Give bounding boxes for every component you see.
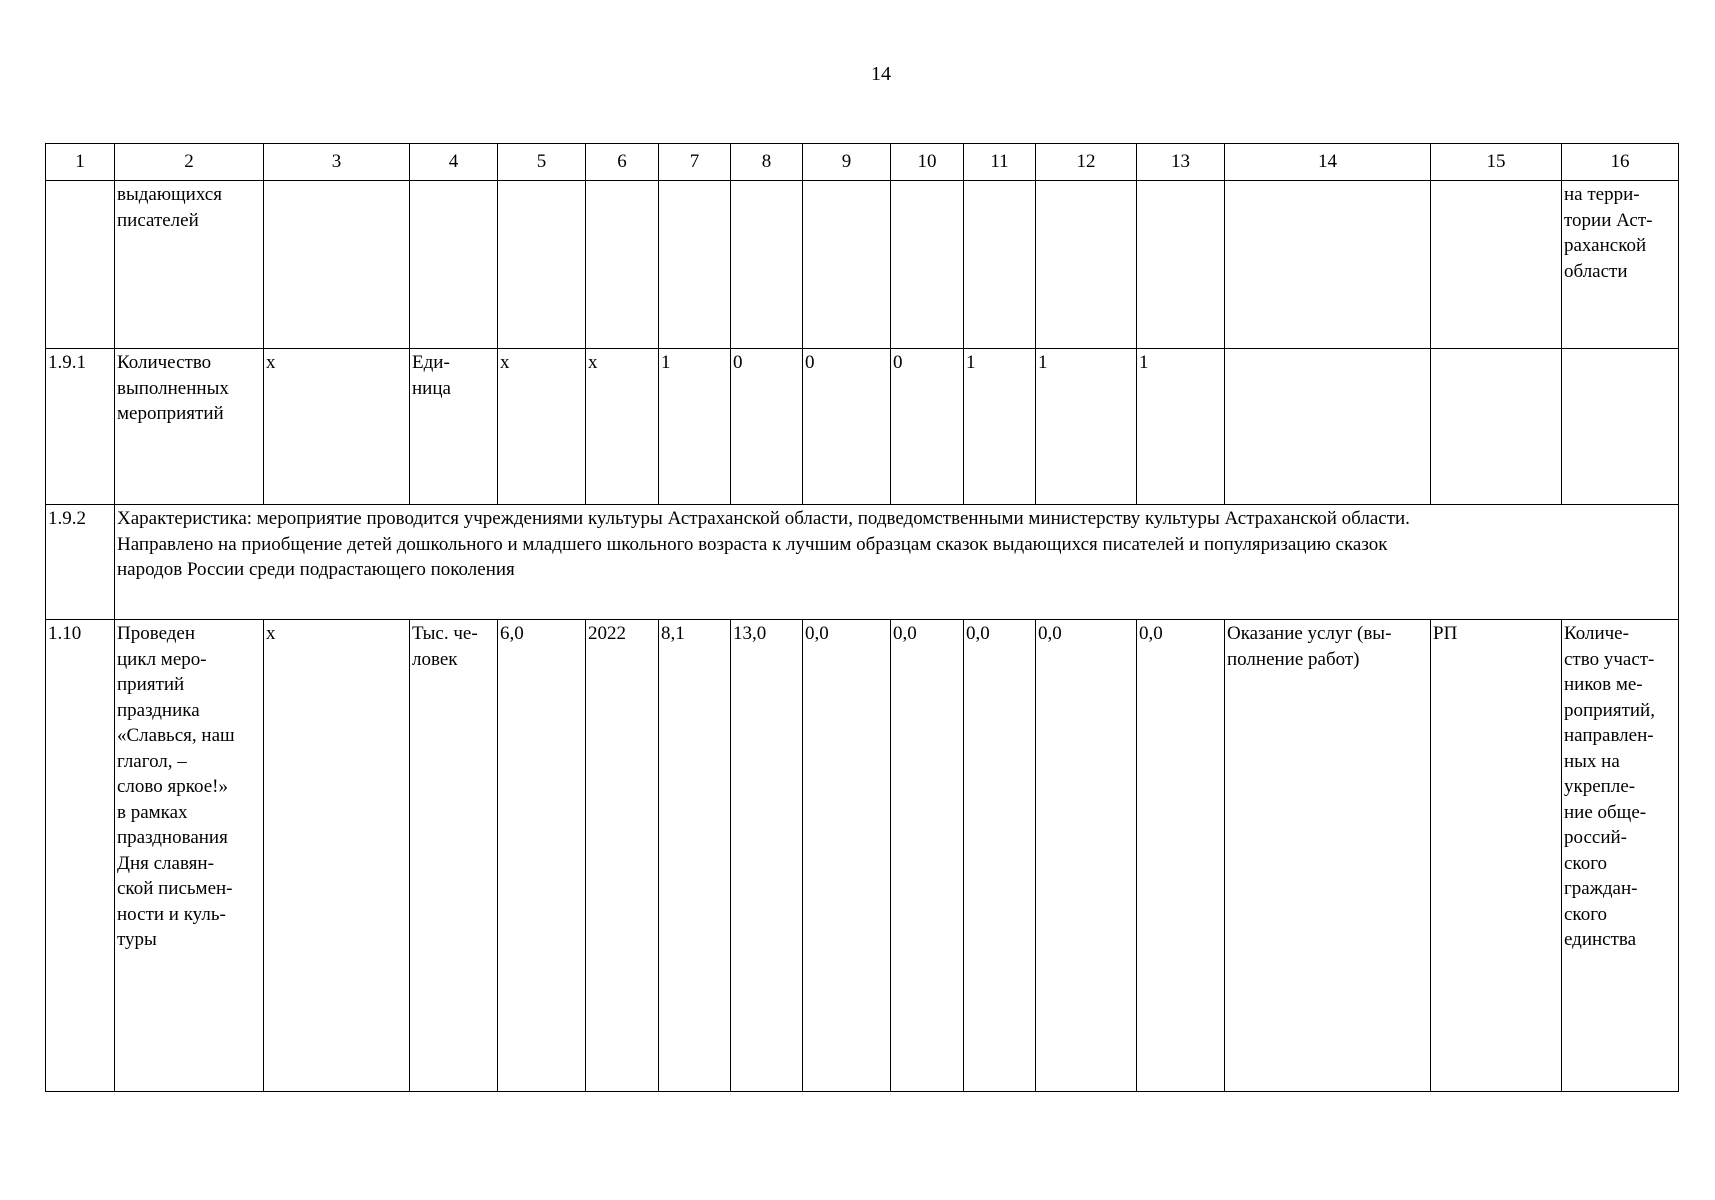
- table-cell: 8,1: [659, 620, 731, 1092]
- table-cell: 0,0: [1137, 620, 1225, 1092]
- column-header: 6: [586, 144, 659, 181]
- text-line: праздника: [117, 699, 200, 721]
- characteristic-cell: [115, 505, 1679, 620]
- column-header: 2: [115, 144, 264, 181]
- table-cell: x: [264, 620, 410, 1092]
- table-cell: 1: [659, 349, 731, 505]
- unit-cell: [410, 620, 498, 1092]
- source-cell: РП: [1431, 620, 1562, 1092]
- table-cell: [891, 181, 964, 349]
- table-row-continuation: [46, 181, 1679, 349]
- table-cell: [1431, 181, 1562, 349]
- text-line: глагол, –: [117, 750, 187, 772]
- table-cell: 0,0: [964, 620, 1036, 1092]
- result-cell: [1562, 620, 1679, 1092]
- column-header: 16: [1562, 144, 1679, 181]
- table-cell: 6,0: [498, 620, 586, 1092]
- column-header: 12: [1036, 144, 1137, 181]
- text-line: Проведен: [117, 623, 196, 644]
- table-cell: 1: [1137, 349, 1225, 505]
- table-cell: 2022: [586, 620, 659, 1092]
- text-line: ство участ-: [1564, 648, 1655, 670]
- table-cell: [498, 181, 586, 349]
- text-line: Количество: [117, 352, 212, 373]
- text-line: в рамках: [117, 801, 188, 823]
- text-line: приятий: [117, 674, 185, 695]
- table-cell: 1: [964, 349, 1036, 505]
- text-line: мероприятий: [117, 403, 224, 424]
- table-row-1-9-2: [46, 505, 1679, 620]
- indicator-name-cell: [115, 349, 264, 505]
- text-line: выдающихся: [117, 184, 222, 205]
- result-cell: [1562, 181, 1679, 349]
- text-line: полнение работ): [1227, 648, 1360, 670]
- table-cell: [1225, 181, 1431, 349]
- column-header: 14: [1225, 144, 1431, 181]
- column-header: 3: [264, 144, 410, 181]
- column-number-row: [46, 144, 1679, 181]
- column-header: 8: [731, 144, 803, 181]
- row-number-cell: [46, 181, 115, 349]
- column-header: 4: [410, 144, 498, 181]
- table-cell: 0: [891, 349, 964, 505]
- table-cell: [964, 181, 1036, 349]
- text-line: единства: [1564, 929, 1637, 950]
- column-header: 10: [891, 144, 964, 181]
- page-number: 14: [871, 63, 891, 85]
- text-line: Характеристика: мероприятие проводится учреждениями культуры Астраханской области, подведомственными министерству культуры Астраханской области.: [117, 508, 1410, 529]
- text-line: выполненных: [117, 377, 229, 399]
- table-cell: [659, 181, 731, 349]
- text-line: ных на: [1564, 750, 1620, 772]
- table-cell: x: [586, 349, 659, 505]
- table-cell: 0,0: [891, 620, 964, 1092]
- table-cell: x: [264, 349, 410, 505]
- text-line: граждан-: [1564, 878, 1638, 899]
- indicator-name-cell: [115, 620, 264, 1092]
- text-line: Тыс. че-: [412, 623, 478, 644]
- row-number-cell: 1.9.1: [46, 349, 115, 505]
- text-line: Оказание услуг (вы-: [1227, 623, 1392, 644]
- table-cell: [803, 181, 891, 349]
- row-number-cell: 1.10: [46, 620, 115, 1092]
- table-cell: [1431, 349, 1562, 505]
- text-line: цикл меро-: [117, 648, 207, 670]
- text-line: тории Аст-: [1564, 209, 1653, 231]
- table-cell: [1036, 181, 1137, 349]
- table-cell: x: [498, 349, 586, 505]
- service-type-cell: [1225, 620, 1431, 1092]
- text-line: туры: [117, 929, 157, 950]
- text-line: ловек: [412, 648, 458, 670]
- table-cell: [1562, 349, 1679, 505]
- text-line: ница: [412, 377, 451, 399]
- row-number-cell: 1.9.2: [46, 505, 115, 620]
- table-cell: [586, 181, 659, 349]
- table-cell: 0: [731, 349, 803, 505]
- column-header: 1: [46, 144, 115, 181]
- column-header: 7: [659, 144, 731, 181]
- table-row-1-10: [46, 620, 1679, 1092]
- text-line: направлен-: [1564, 725, 1654, 746]
- text-line: писателей: [117, 209, 199, 231]
- text-line: Количе-: [1564, 623, 1629, 644]
- text-line: ников ме-: [1564, 674, 1643, 695]
- table-cell: 13,0: [731, 620, 803, 1092]
- text-line: укрепле-: [1564, 776, 1636, 797]
- column-header: 5: [498, 144, 586, 181]
- text-line: ского: [1564, 903, 1608, 925]
- text-line: роприятий,: [1564, 699, 1655, 721]
- text-line: россий-: [1564, 827, 1628, 848]
- text-line: Направлено на приобщение детей дошкольного и младшего школьного возраста к лучшим образцам сказок выдающихся писателей и популяризацию сказок: [117, 533, 1388, 555]
- column-header: 11: [964, 144, 1036, 181]
- text-line: на терри-: [1564, 184, 1640, 205]
- text-line: раханской: [1564, 235, 1647, 256]
- text-line: ской письмен-: [117, 878, 233, 899]
- table-cell: 0,0: [803, 620, 891, 1092]
- table-cell: [731, 181, 803, 349]
- text-line: народов России среди подрастающего поколения: [117, 559, 515, 580]
- table-cell: [264, 181, 410, 349]
- indicators-table: [45, 143, 1679, 1092]
- unit-cell: [410, 349, 498, 505]
- text-line: Дня славян-: [117, 852, 214, 874]
- text-line: ности и куль-: [117, 903, 226, 925]
- table-cell: 1: [1036, 349, 1137, 505]
- text-line: слово яркое!»: [117, 776, 229, 797]
- text-line: празднования: [117, 827, 228, 848]
- table-cell: 0,0: [1036, 620, 1137, 1092]
- text-line: Еди-: [412, 352, 450, 373]
- text-line: «Славься, наш: [117, 725, 235, 746]
- indicator-name-cell: [115, 181, 264, 349]
- text-line: области: [1564, 260, 1628, 282]
- column-header: 15: [1431, 144, 1562, 181]
- column-header: 13: [1137, 144, 1225, 181]
- table-cell: 0: [803, 349, 891, 505]
- table-row-1-9-1: [46, 349, 1679, 505]
- text-line: ние обще-: [1564, 801, 1647, 823]
- column-header: 9: [803, 144, 891, 181]
- table-cell: [1137, 181, 1225, 349]
- table-cell: [410, 181, 498, 349]
- table-cell: [1225, 349, 1431, 505]
- text-line: ского: [1564, 852, 1608, 874]
